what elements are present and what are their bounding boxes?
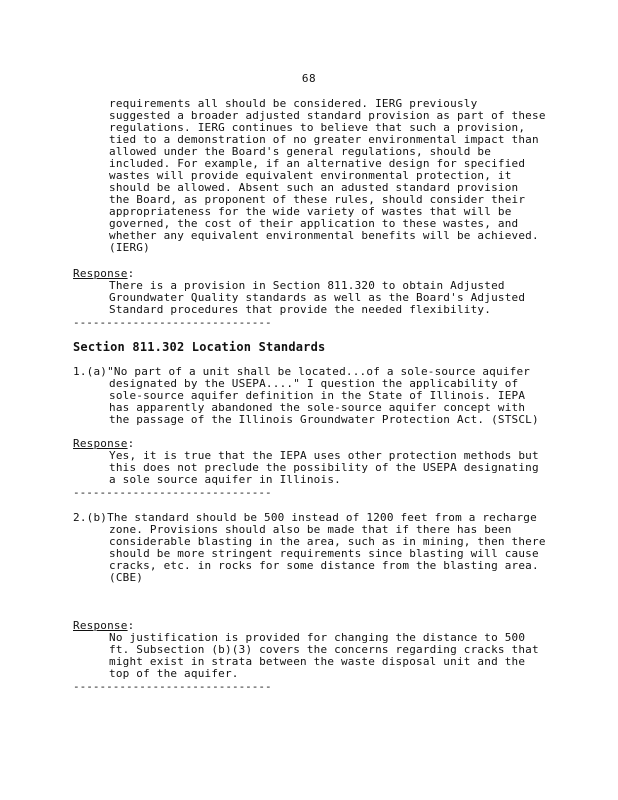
text-line: appropriateness for the wide variety of wastes that will be xyxy=(109,205,512,218)
text-line: designated by the USEPA...." I question the applicability of xyxy=(109,377,519,390)
separator-rule: ------------------------------ xyxy=(73,316,272,329)
text-line: (CBE) xyxy=(109,571,144,584)
response-line: Standard procedures that provide the needed flexibility. xyxy=(109,303,492,316)
response-label: Response: xyxy=(73,619,135,632)
response-line: There is a provision in Section 811.320 to obtain Adjusted xyxy=(109,279,505,292)
response-line: might exist in strata between the waste disposal unit and the xyxy=(109,655,526,668)
section-heading: Section 811.302 Location Standards xyxy=(73,340,326,354)
response-line: ft. Subsection (b)(3) covers the concerns regarding cracks that xyxy=(109,643,539,656)
text-line: whether any equivalent environmental benefits will be achieved. xyxy=(109,229,539,242)
text-line: should be allowed. Absent such an adusted standard provision xyxy=(109,181,519,194)
text-line: wastes will provide equivalent environmental protection, it xyxy=(109,169,512,182)
response-line: No justification is provided for changing the distance to 500 xyxy=(109,631,526,644)
text-line: (IERG) xyxy=(109,241,150,254)
text-line: the passage of the Illinois Groundwater Protection Act. (STSCL) xyxy=(109,413,539,426)
text-line: included. For example, if an alternative design for specified xyxy=(109,157,526,170)
text-line: 1.(a)"No part of a unit shall be located...of a sole-source aquifer xyxy=(73,365,531,378)
response-line: this does not preclude the possibility of the USEPA designating xyxy=(109,461,539,474)
text-line: suggested a broader adjusted standard provision as part of these xyxy=(109,109,546,122)
text-line: 2.(b)The standard should be 500 instead of 1200 feet from a recharge xyxy=(73,511,537,524)
text-line: cracks, etc. in rocks for some distance from the blasting area. xyxy=(109,559,539,572)
response-label: Response: xyxy=(73,437,135,450)
response-line: Groundwater Quality standards as well as the Board's Adjusted xyxy=(109,291,526,304)
text-line: considerable blasting in the area, such as in mining, then there xyxy=(109,535,546,548)
text-line: requirements all should be considered. IERG previously xyxy=(109,97,478,110)
page-number: 68 xyxy=(301,72,317,85)
text-line: the Board, as proponent of these rules, should consider their xyxy=(109,193,526,206)
response-line: Yes, it is true that the IEPA uses other protection methods but xyxy=(109,449,539,462)
text-line: tied to a demonstration of no greater environmental impact than xyxy=(109,133,539,146)
text-line: regulations. IERG continues to believe that such a provision, xyxy=(109,121,526,134)
separator-rule: ------------------------------ xyxy=(73,486,272,499)
text-line: sole-source aquifer definition in the State of Illinois. IEPA xyxy=(109,389,526,402)
response-label: Response: xyxy=(73,267,135,280)
text-line: has apparently abandoned the sole-source aquifer concept with xyxy=(109,401,526,414)
response-line: top of the aquifer. xyxy=(109,667,239,680)
text-line: should be more stringent requirements since blasting will cause xyxy=(109,547,539,560)
text-line: allowed under the Board's general regulations, should be xyxy=(109,145,492,158)
response-line: a sole source aquifer in Illinois. xyxy=(109,473,341,486)
text-line: zone. Provisions should also be made that if there has been xyxy=(109,523,512,536)
separator-rule: ------------------------------ xyxy=(73,680,272,693)
text-line: governed, the cost of their application to these wastes, and xyxy=(109,217,519,230)
